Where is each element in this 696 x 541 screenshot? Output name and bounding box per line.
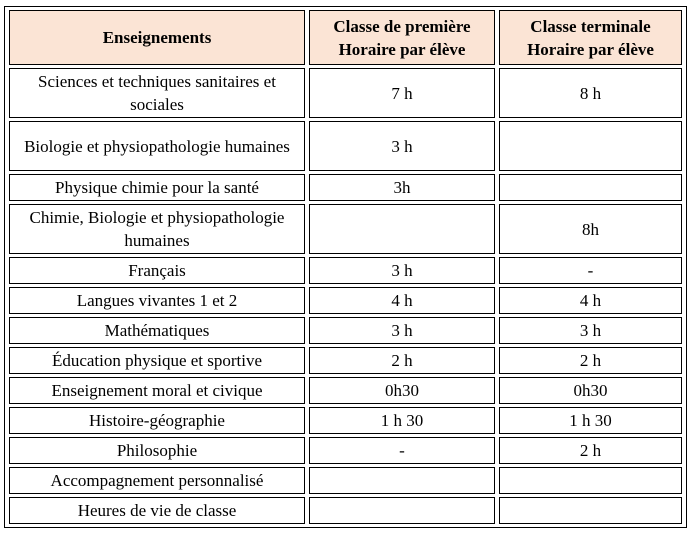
premiere-cell: 2 h: [309, 347, 495, 374]
table-row: [9, 497, 682, 524]
subject-cell: Éducation physique et sportive: [9, 347, 305, 374]
subject-cell: Chimie, Biologie et physiopathologie humaines: [9, 204, 305, 254]
terminale-cell: 8 h: [499, 68, 682, 118]
premiere-cell: 3h: [309, 174, 495, 201]
premiere-cell: 0h30: [309, 377, 495, 404]
table-row: [9, 257, 682, 284]
terminale-cell: 3 h: [499, 317, 682, 344]
subject-cell: Philosophie: [9, 437, 305, 464]
subject-cell: Langues vivantes 1 et 2: [9, 287, 305, 314]
terminale-cell: 8h: [499, 204, 682, 254]
premiere-cell: 4 h: [309, 287, 495, 314]
premiere-cell: 7 h: [309, 68, 495, 118]
header-premiere: Classe de première Horaire par élève: [309, 10, 495, 65]
table-row: [9, 287, 682, 314]
premiere-cell: [309, 497, 495, 524]
table-row: [9, 68, 682, 118]
terminale-cell: [499, 121, 682, 171]
premiere-cell: 3 h: [309, 121, 495, 171]
terminale-cell: 1 h 30: [499, 407, 682, 434]
subject-cell: Accompagnement personnalisé: [9, 467, 305, 494]
terminale-cell: [499, 467, 682, 494]
table-row: [9, 174, 682, 201]
terminale-cell: 0h30: [499, 377, 682, 404]
subject-cell: Heures de vie de classe: [9, 497, 305, 524]
premiere-cell: -: [309, 437, 495, 464]
subject-cell: Sciences et techniques sanitaires et sociales: [9, 68, 305, 118]
terminale-cell: [499, 174, 682, 201]
terminale-cell: 2 h: [499, 347, 682, 374]
terminale-cell: -: [499, 257, 682, 284]
terminale-cell: 4 h: [499, 287, 682, 314]
subject-cell: Biologie et physiopathologie humaines: [9, 121, 305, 171]
subject-cell: Français: [9, 257, 305, 284]
subject-cell: Mathématiques: [9, 317, 305, 344]
premiere-cell: 1 h 30: [309, 407, 495, 434]
premiere-cell: [309, 204, 495, 254]
premiere-cell: 3 h: [309, 257, 495, 284]
header-row: [9, 10, 682, 65]
subject-cell: Enseignement moral et civique: [9, 377, 305, 404]
header-subject: Enseignements: [9, 10, 305, 65]
table-row: [9, 467, 682, 494]
subject-cell: Histoire-géographie: [9, 407, 305, 434]
table-row: [9, 347, 682, 374]
premiere-cell: 3 h: [309, 317, 495, 344]
table-row: [9, 121, 682, 171]
terminale-cell: [499, 497, 682, 524]
premiere-cell: [309, 467, 495, 494]
table-row: [9, 377, 682, 404]
subject-cell: Physique chimie pour la santé: [9, 174, 305, 201]
schedule-table: [4, 6, 687, 528]
table-row: [9, 437, 682, 464]
table-row: [9, 407, 682, 434]
header-terminale: Classe terminale Horaire par élève: [499, 10, 682, 65]
terminale-cell: 2 h: [499, 437, 682, 464]
table-row: [9, 317, 682, 344]
table-row: [9, 204, 682, 254]
